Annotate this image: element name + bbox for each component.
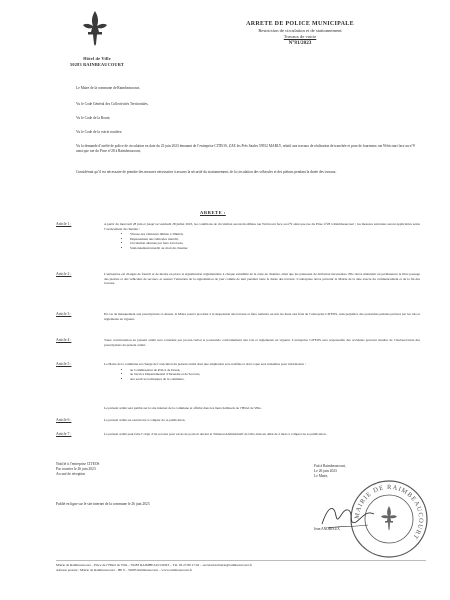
list-item: • au Commissariat de Police de Douai,	[130, 368, 420, 373]
list-item: • au Service Départemental d’Incendie et de Secours,	[130, 372, 420, 377]
list-item: • Circulation alternée par feux tricolores,	[130, 241, 420, 246]
document-title: ARRETE DE POLICE MUNICIPALE	[246, 21, 354, 27]
article-7-label: Article 7 :	[56, 432, 72, 436]
handwritten-signature	[318, 496, 378, 536]
considerant-5: Vu la demande d’arrêté de police de circulation en date du 23 juin 2023 émanant de l’entreprise CITEOS, ZAE les Prés Saules 59552 MARLY, relatif aux travaux de réalisation de tranchée et pose de fourreaux rue Wéricourt face au n°9 ainsi que rue du Pirse n°28 à Raimbeaucourt,	[76, 144, 415, 153]
signatory-name: Jean ANDRIEUX	[314, 526, 340, 531]
notification-line1: Notifié à l’entreprise CITEOS	[56, 462, 100, 466]
stamp-text: MAIRIE DE RAIMBEAUCOURT	[353, 483, 425, 541]
considerant-4: Vu le Code de la voirie routière,	[76, 130, 123, 134]
document-subject: Travaux de voirie	[283, 34, 317, 40]
article-5-list	[104, 368, 420, 382]
article-4-text: Toute contravention au présent arrêté sera constatée par procès-verbal et poursuivie conformément aux lois et règlements en vigueur. L’entreprise CITEOS sera responsable des accidents pouvant résulter de l’inobservation des prescriptions du présent arrêté.	[104, 338, 420, 347]
city-crest-logo	[78, 8, 112, 48]
considerant-1: Le Maire de la commune de Raimbeaucourt,	[76, 86, 141, 90]
article-1-text	[104, 222, 420, 251]
considerant-6: Considérant qu’il est nécessaire de prendre des mesures nécessaires à assurer la sécurité du stationnement, de la circulation des véhicules et des piétons pendant la durée des travaux,	[76, 170, 337, 174]
article-2-label: Article 2 :	[56, 272, 72, 276]
footer-line1: Mairie de Raimbeaucourt – Place de l’Hôtel de Ville – 59283 RAIMBEAUCOURT – Tél. 03.27.80.17.04 – secretariat.mairie@raimbeaucourt.fr	[56, 563, 252, 567]
online-publication-note: Publié en ligne sur le site internet de la commune le 26 juin 2023	[56, 502, 150, 506]
article-1-list	[104, 232, 420, 250]
article-2-text: L’entreprise est chargée de fournir et de mettre en place la signalisation réglementaire à chaque extrémité de la zone de chantier, ainsi que les panneaux de déviation nécessaires. Elle devra maintenir en permanence le libre passage des piétons et des véhicules de secours, et assurer l’entretien de la signalisation de jour comme de nuit pendant toute la durée des travaux. L’entreprise devra prévenir la Mairie de la date exacte du commencement et de la fin des travaux.	[104, 272, 420, 286]
signature-date: Le 26 juin 2023	[314, 468, 337, 473]
notification-block	[56, 462, 99, 477]
considerant-3: Vu le Code de la Route,	[76, 116, 111, 120]
article-3-text: En cas de manquement aux prescriptions ci-dessus, le Maire pourra procéder à la suspension des travaux et faire remettre en état les lieux aux frais de l’entreprise CITEOS, sans préjudice des poursuites pénales prévues par les lois et règlements en vigueur.	[104, 312, 420, 321]
title-block	[215, 20, 385, 47]
signature-role: Le Maire,	[314, 473, 329, 478]
article-1-label: Article 1 :	[56, 222, 72, 226]
footer-line2: Adresse postale : Mairie de Raimbeaucourt – BP 9 – 59283 Raimbeaucourt – www.raimbeaucourt.fr	[56, 567, 193, 572]
article-4-label: Article 4 :	[56, 338, 72, 342]
list-item: • Stationnement interdit au droit du chantier.	[130, 246, 420, 251]
mairie-line2: 50283 RAINBEAUCOURT	[70, 61, 124, 67]
arrete-heading: ARRETE :	[200, 210, 226, 215]
document-number: N°81/2023	[288, 40, 312, 47]
article-6-text: Le présent arrêté est exécutoire à compter de sa publication.	[104, 418, 186, 422]
notification-line3: Accusé de réception	[56, 471, 86, 476]
article-5-text	[104, 362, 420, 381]
article-6-label: Article 6 :	[56, 418, 72, 422]
considerant-2: Vu le Code Général des Collectivités Territoriales,	[76, 102, 149, 106]
list-item: • Dépassement des véhicules interdit,	[130, 237, 420, 242]
mairie-line1: Hôtel de Ville	[83, 56, 111, 61]
notification-line2: Par courrier le 26 juin 2023	[56, 466, 96, 471]
article-3-label: Article 3 :	[56, 312, 72, 316]
list-item: • aux services techniques de la commune.	[130, 377, 420, 382]
mairie-address	[52, 56, 142, 68]
publication-paragraph: Le présent arrêté sera publié sur le site internet de la commune et affiché dans les lieux habituels de l’Hôtel de Ville.	[104, 406, 262, 410]
signature-place: Fait à Raimbeaucourt,	[314, 464, 346, 468]
page-footer	[56, 560, 426, 572]
article-1-body: A partir du mercredi 28 juin et jusqu’au vendredi 28 juillet 2023, les conditions de circulation seront modifiées rue Wéricourt face au n°9 ainsi que rue du Pirse n°28 à Raimbeaucourt ; les mesures suivantes seront applicables selon l’avancement du chantier :	[104, 222, 420, 231]
article-5-label: Article 5 :	[56, 362, 72, 366]
list-item: • Vitesse des véhicules limitée à 30km/h,	[130, 232, 420, 237]
document-subtitle: Restriction de circulation et de stationnement	[258, 28, 342, 34]
article-5-body: Le Maire de la commune est chargé de l’exécution du présent arrêté dont une ampliation sera notifiée et dont copie sera transmise pour information :	[104, 362, 306, 366]
article-7-text: Le présent arrêté peut faire l’objet d’un recours pour excès de pouvoir devant le Tribunal Administratif de Lille dans un délai de 2 mois à compter de sa publication.	[104, 432, 327, 436]
